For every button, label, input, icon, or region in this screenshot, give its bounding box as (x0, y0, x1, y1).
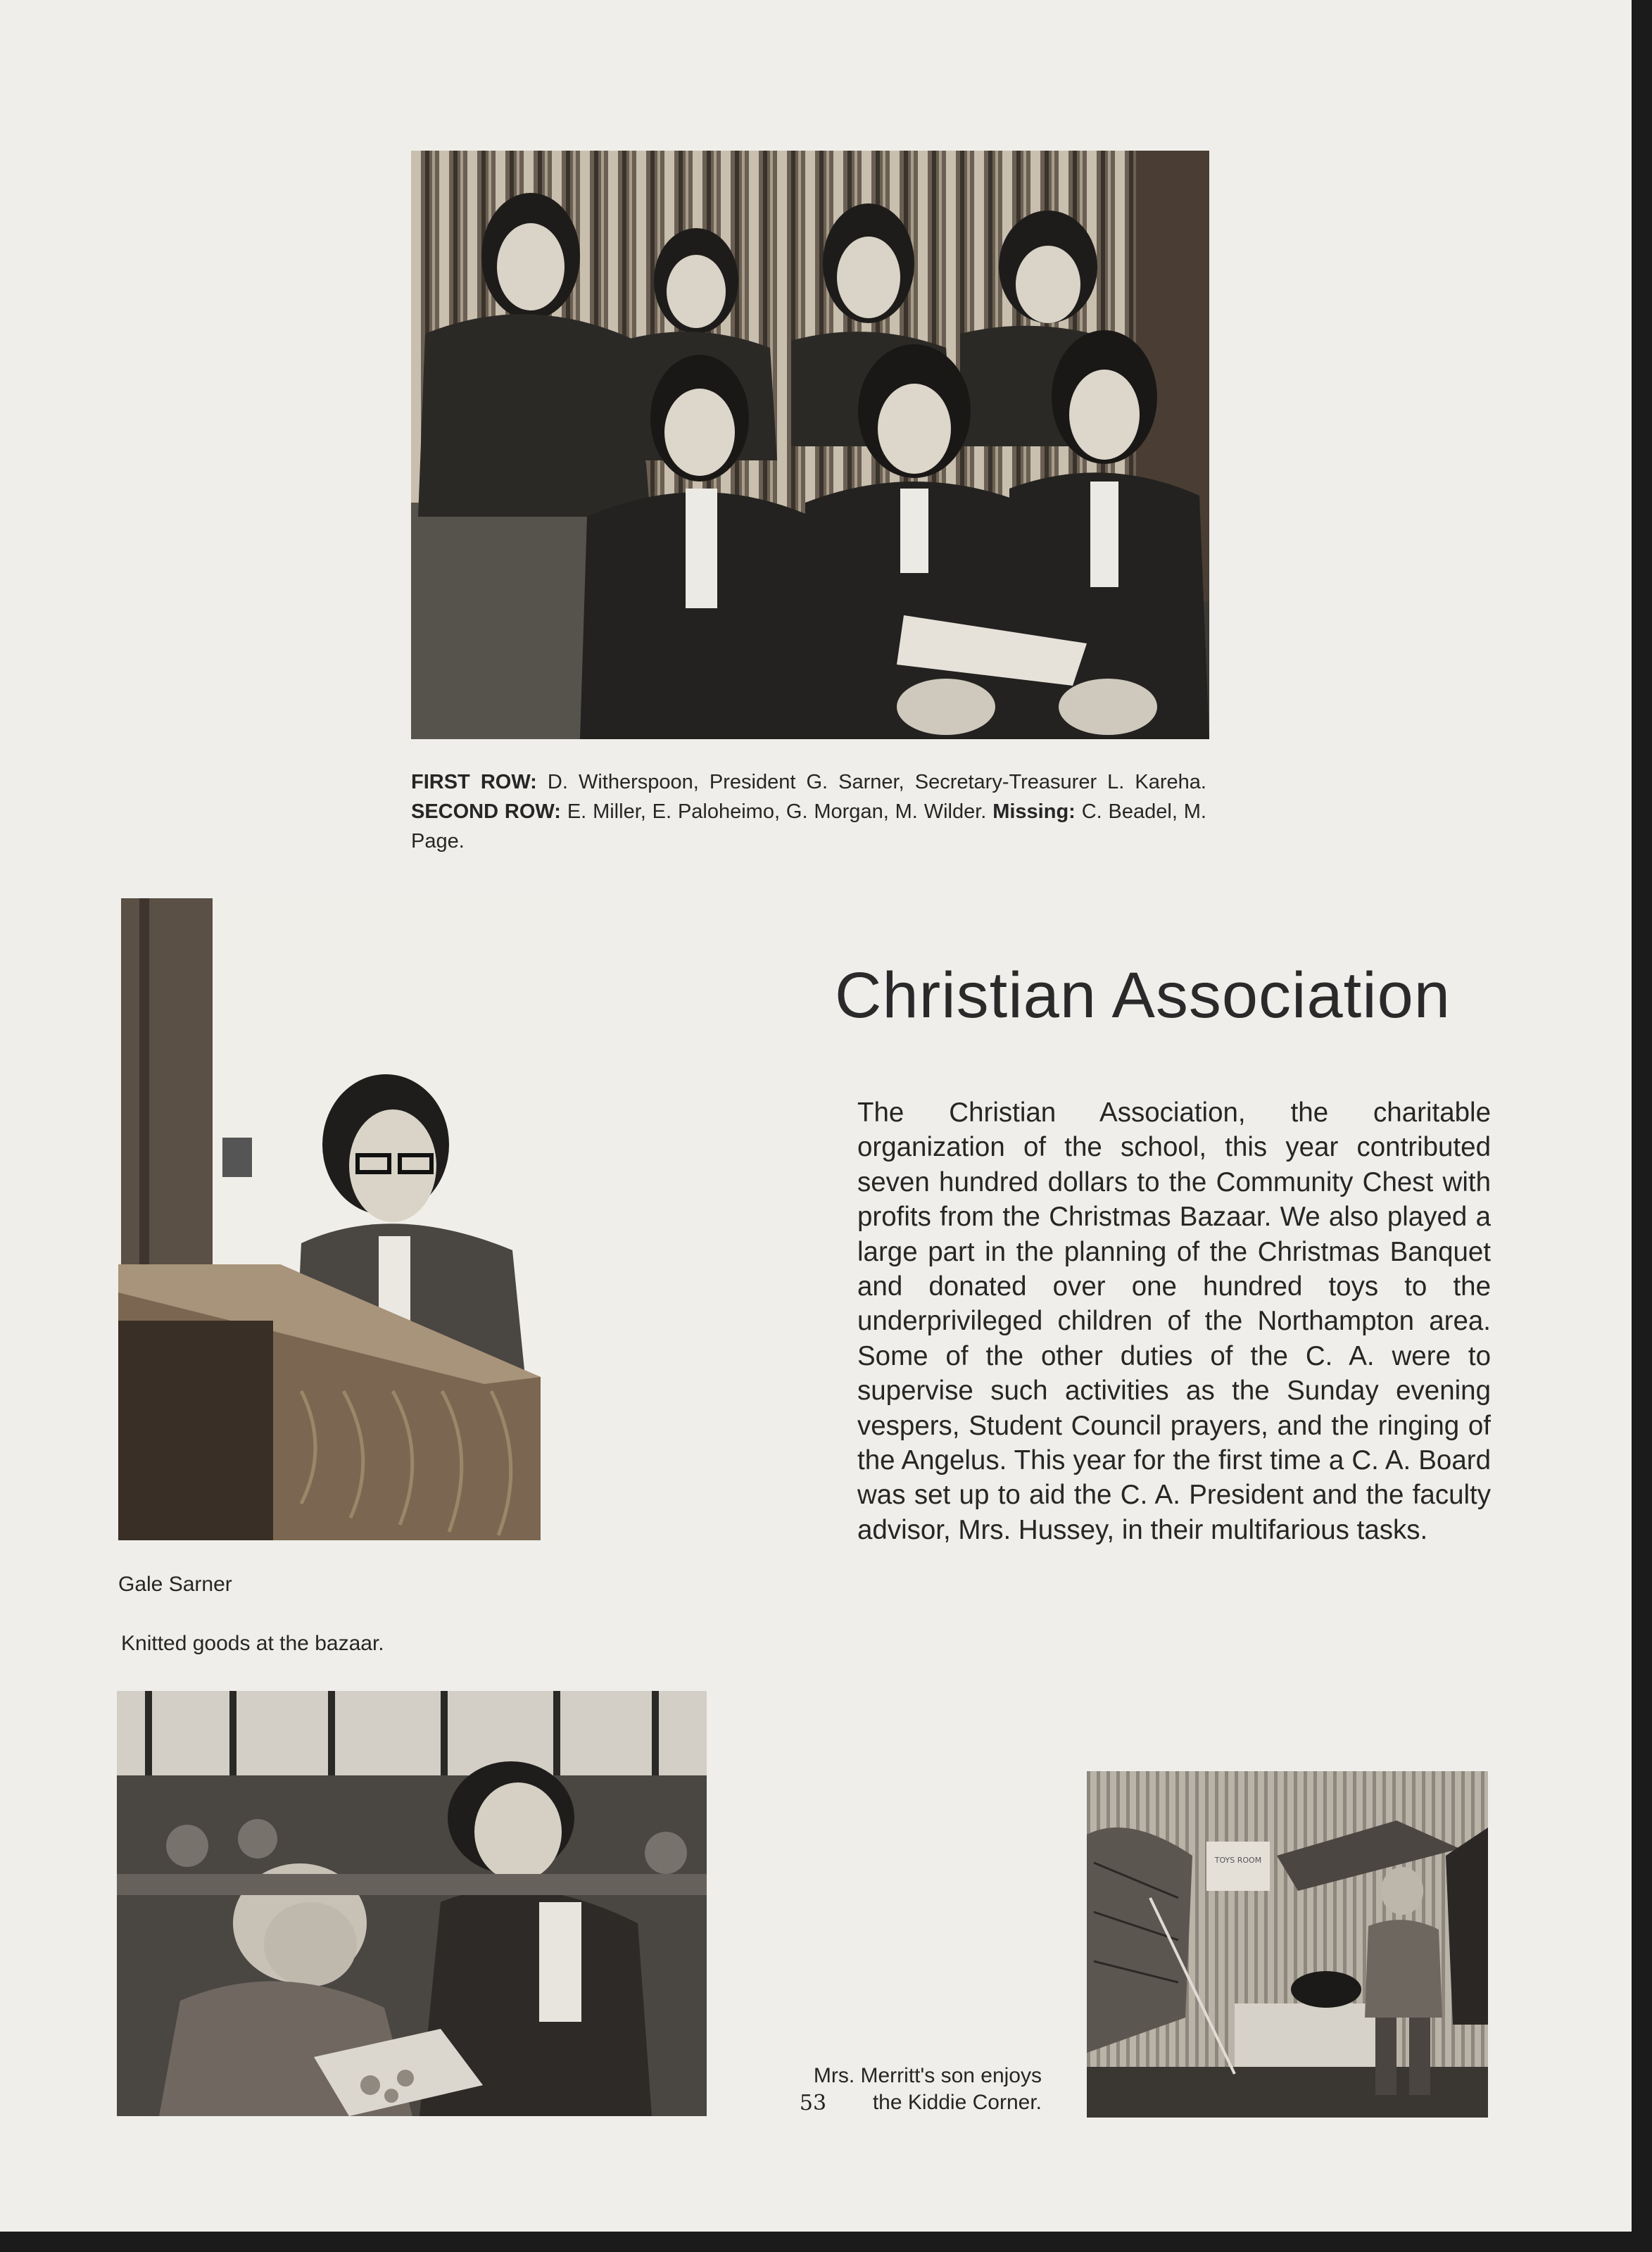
first-row-label: FIRST ROW: (411, 771, 537, 793)
kiddie-sign-text: TOYS ROOM (1214, 1856, 1262, 1865)
page-title: Christian Association (835, 960, 1451, 1031)
speaker-photo (118, 898, 550, 1540)
bazaar-caption: Knitted goods at the bazaar. (121, 1632, 384, 1655)
group-photo-caption (411, 767, 1206, 856)
kiddie-caption (732, 2063, 1042, 2116)
second-row-label: SECOND ROW: (411, 800, 561, 823)
bazaar-photo (117, 1691, 707, 2116)
second-row-names: E. Miller, E. Paloheimo, G. Morgan, M. Wilder. (560, 800, 993, 823)
page-number: 53 (799, 2091, 827, 2115)
kiddie-caption-line1: Mrs. Merritt's son enjoys (813, 2064, 1042, 2087)
missing-label: Missing: (992, 800, 1076, 823)
kiddie-caption-line2: the Kiddie Corner. (872, 2091, 1042, 2114)
kiddie-corner-photo (1087, 1771, 1488, 2118)
scan-edge-right (1632, 0, 1652, 2252)
missing-names: C. Beadel, M. Page. (411, 800, 1206, 853)
first-row-names: D. Witherspoon, President G. Sarner, Secretary-Treasurer L. Kareha. (536, 771, 1206, 793)
officers-group-photo (411, 151, 1209, 739)
speaker-caption: Gale Sarner (118, 1573, 232, 1596)
scan-edge-bottom (0, 2232, 1652, 2252)
body-paragraph: The Christian Association, the charitable organization of the school, this year contributed seven hundred dollars to the Community Chest with profits from the Christmas Bazaar. We also played a large part in the planning of the Christmas Banquet and donated over one hundred toys to the underprivileged children of the Northampton area. Some of the other duties of the C. A. were to supervise such activities as the Sunday evening vespers, Student Council prayers, and the ringing of the Angelus. This year for the first time a C. A. Board was set up to aid the C. A. President and the faculty advisor, Mrs. Hussey, in their multifarious tasks. (857, 1097, 1491, 1545)
